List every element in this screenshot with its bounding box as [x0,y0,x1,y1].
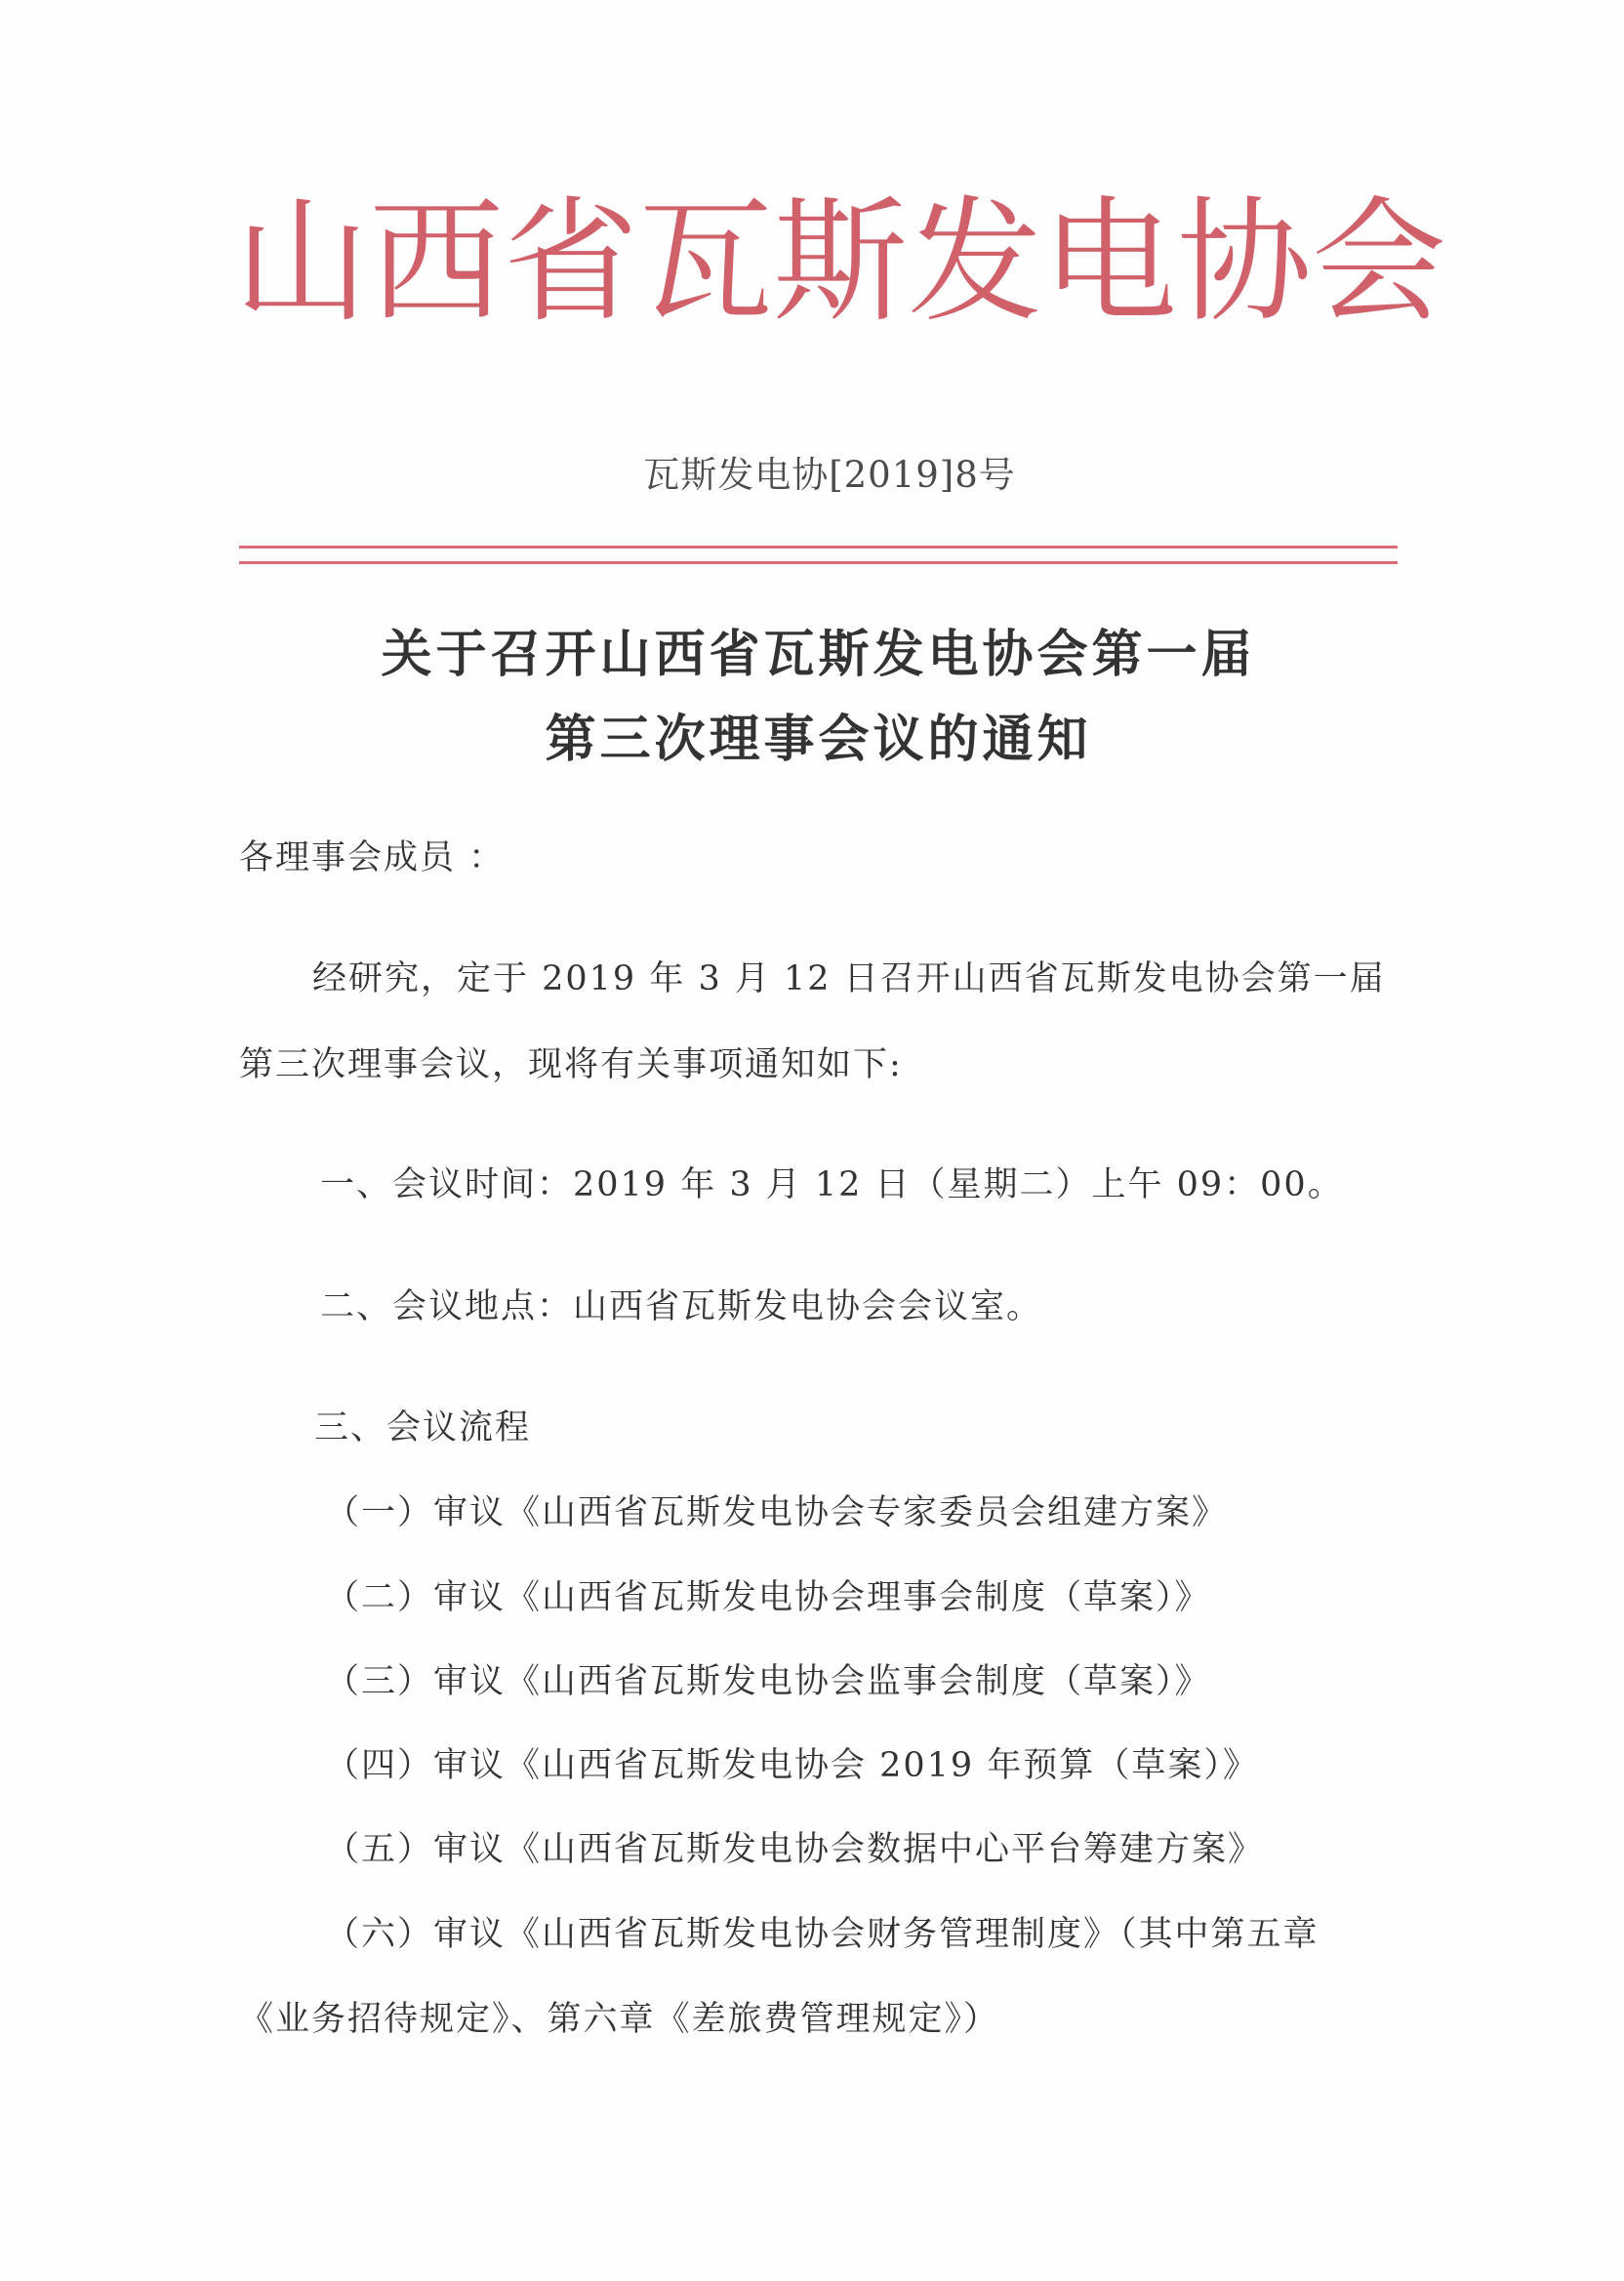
item-meeting-time: 一、会议时间：2019 年 3 月 12 日（星期二）上午 09：00。 [320,1165,1344,1204]
item-meeting-agenda-heading: 三、会议流程 [314,1408,532,1447]
salutation: 各理事会成员 ： [239,838,506,877]
intro-line-2: 第三次理事会议，现将有关事项通知如下: [239,1045,903,1084]
document-title-line-1: 关于召开山西省瓦斯发电协会第一届 [381,625,1256,684]
letterhead-rule-bottom [239,561,1398,564]
letterhead-rule-top [239,546,1398,549]
document-number: 瓦斯发电协[2019]8号 [643,454,1016,496]
agenda-item: （二）审议《山西省瓦斯发电协会理事会制度（草案）》 [325,1578,1211,1617]
agenda-item: （六）审议《山西省瓦斯发电协会财务管理制度》（其中第五章 [325,1915,1320,1954]
agenda-item: （三）审议《山西省瓦斯发电协会监事会制度（草案）》 [325,1662,1211,1701]
agenda-item-continuation: 《业务招待规定》、第六章《差旅费管理规定》） [239,2000,1000,2039]
item-meeting-location: 二、会议地点：山西省瓦斯发电协会会议室。 [320,1287,1043,1326]
intro-line-1: 经研究，定于 2019 年 3 月 12 日召开山西省瓦斯发电协会第一届 [312,959,1386,998]
letterhead-org-name: 山西省瓦斯发电协会 [234,183,1447,341]
agenda-item: （一）审议《山西省瓦斯发电协会专家委员会组建方案》 [325,1493,1229,1532]
agenda-item: （四）审议《山西省瓦斯发电协会 2019 年预算（草案）》 [325,1746,1259,1785]
agenda-item: （五）审议《山西省瓦斯发电协会数据中心平台筹建方案》 [325,1830,1265,1869]
document-title-line-2: 第三次理事会议的通知 [545,710,1092,769]
